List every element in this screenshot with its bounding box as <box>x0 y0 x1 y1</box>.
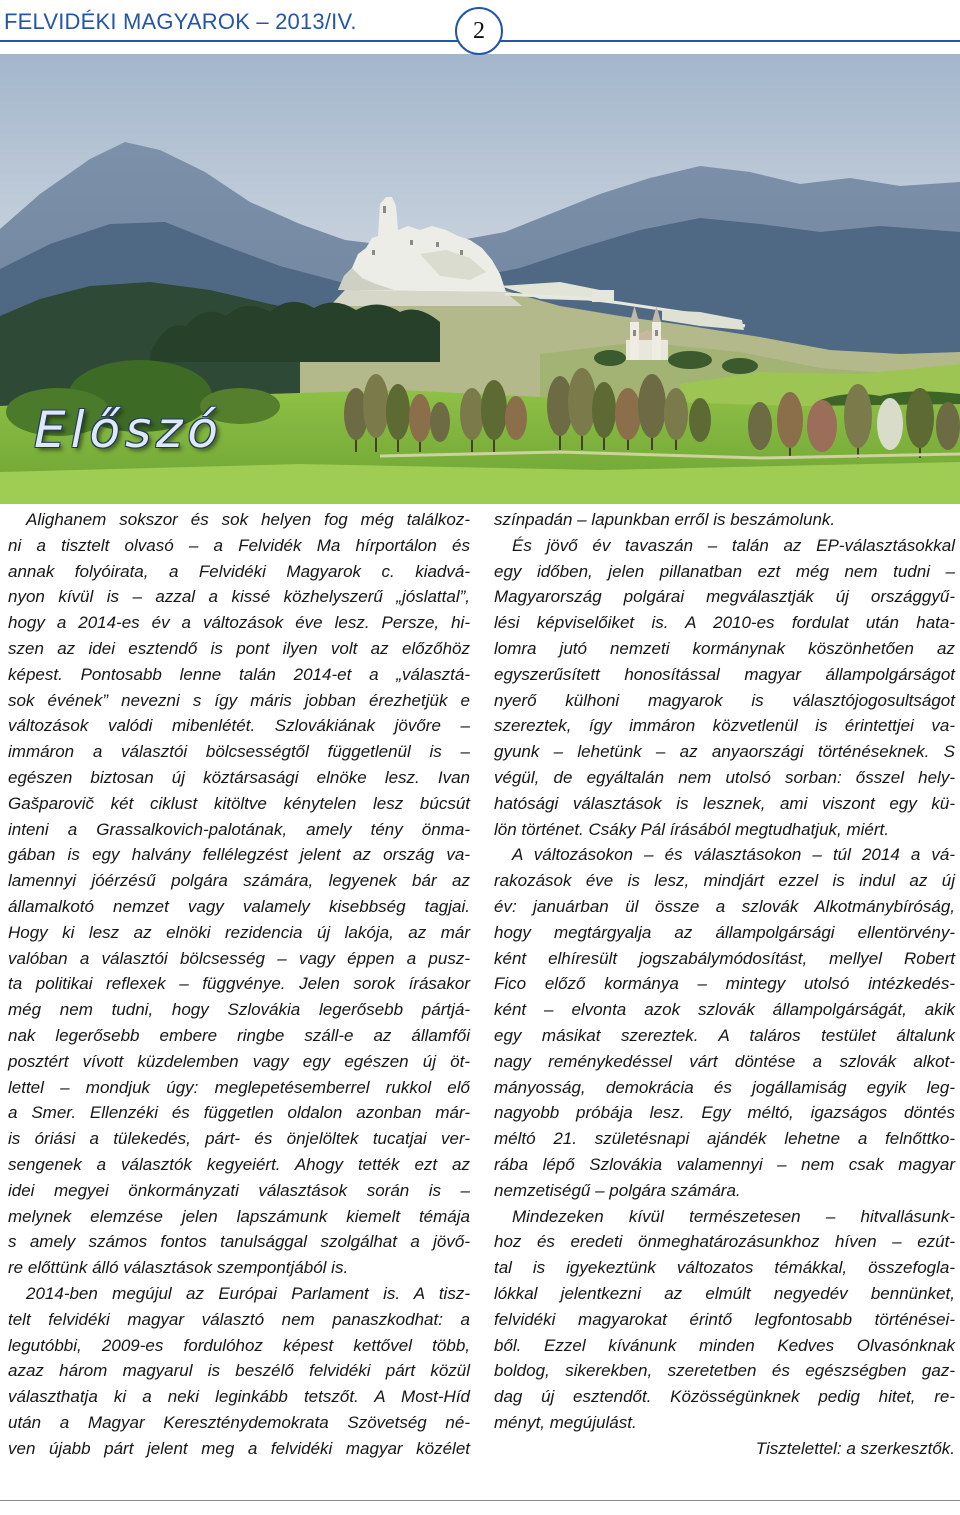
text-line: ként elhíresült jogszabálymódosítást, mellyel Robert <box>494 948 955 968</box>
text-line: Mindezeken kívül természetesen – hitvallásunk- <box>512 1206 955 1226</box>
text-line: posztért vívott küzdelemben vagy egy egészen új öt- <box>8 1051 470 1071</box>
text-line: dag új esztendőt. Közösségünknek pedig hitet, re- <box>494 1387 955 1407</box>
text-line: annak folyóirata, a Felvidéki Magyarok c. kiadvá- <box>8 561 470 581</box>
page-number-badge <box>455 7 503 55</box>
right-column <box>494 507 955 1461</box>
text-line: gyunk – lehetünk – az anyaországi történéseknek. S <box>494 742 955 762</box>
publication-title: FELVIDÉKI MAGYAROK – 2013/IV. <box>4 9 357 34</box>
text-line: gában is egy halvány fellélegzést jelent az ország va- <box>8 845 470 865</box>
text-line: Gašparovič két ciklust kitöltve kénytelen lesz búcsút <box>8 793 470 813</box>
text-line: nyon kívül is – azzal a kissé közhelyszerű „jóslattal”, <box>8 587 470 607</box>
text-line: szereztek, így immáron közvetlenül is érintettjei va- <box>494 716 955 736</box>
text-line: nak legerősebb embere ringbe száll-e az államfői <box>8 1025 470 1045</box>
text-line: méltó 21. születésnapi ajándék lehetne a felnőttko- <box>494 1129 955 1149</box>
text-line: lési képviselőiket is. A 2010-es fordulat után hata- <box>494 613 955 633</box>
text-line: inteni a Grassalkovich-palotának, amely tény önma- <box>8 819 470 839</box>
text-line: legutóbbi, 2009-es fordulóhoz képest kettővel több, <box>8 1335 470 1355</box>
text-line: boldog, sikerekben, szeretetben és egészségben gaz- <box>494 1361 955 1381</box>
text-line: Magyarország polgárai megválasztják új országgyű- <box>494 587 955 607</box>
text-line: egy másikat szereztek. A taláros testület általunk <box>494 1025 955 1045</box>
text-line: ként – elvonta azok szlovák állampolgárságát, akik <box>494 1000 955 1020</box>
text-line: valóban a választói bölcsesség – vagy éppen a pusz- <box>8 948 470 968</box>
text-line: változások valódi mibenlétét. Szlovákiának jövőre – <box>8 716 470 736</box>
paragraph <box>494 507 955 533</box>
signature: Tisztelettel: a szerkesztők. <box>755 1438 955 1458</box>
text-line: lomra jutó nemzeti kormánynak köszönhetően az <box>494 638 955 658</box>
text-line: sok évének” nevezni s így máris jobban érezhetjük e <box>8 690 470 710</box>
text-line: nagyobb próbája lesz. Egy méltó, igazságos döntés <box>494 1103 955 1123</box>
left-column <box>8 507 470 1461</box>
text-line: is óriási a tülekedés, párt- és önjelöltek tucatjai ver- <box>8 1129 470 1149</box>
text-line: hatósági választások is lesznek, ami viszont egy kü- <box>494 793 955 813</box>
text-line: ta politikai reflexek – függvénye. Jelen sorok írásakor <box>8 974 470 994</box>
text-line: lettel – mondjuk úgy: meglepetésemberrel rukkol elő <box>8 1077 470 1097</box>
paragraph <box>494 533 955 843</box>
text-line: lókkal jelentkezni az elmúlt negyedév bennünket, <box>494 1283 955 1303</box>
text-line: egészen biztosan új köztársasági elnöke lesz. Ivan <box>8 767 470 787</box>
text-line: lön történet. Csáky Pál írásából megtudhatjuk, miért. <box>494 819 889 839</box>
text-line: 2014-ben megújul az Európai Parlament is. A tisz- <box>26 1283 470 1303</box>
text-line: színpadán – lapunkban erről is beszámolunk. <box>494 510 836 529</box>
paragraph <box>494 842 955 1203</box>
text-line: ből. Ezzel kívánunk minden Kedves Olvasónknak <box>494 1335 955 1355</box>
text-line: És jövő év tavaszán – talán az EP-választásokkal <box>512 535 955 555</box>
text-line: Hogy ki lesz az elnöki rezidencia új lakója, az már <box>8 922 470 942</box>
hero-photo <box>0 54 960 504</box>
text-line: azaz három magyarul is beszélő felvidéki párt közül <box>8 1361 470 1381</box>
text-line: hogy a 2014-es év a változások éve lesz. Persze, hi- <box>8 613 470 633</box>
text-line: képest. Pontosabb lenne talán 2014-et a „választá- <box>8 664 470 684</box>
text-line: választhatja ki a neki leginkább tetszőt. A Most-Híd <box>8 1387 470 1407</box>
article-title: Előszó <box>34 401 223 459</box>
text-line: idei megyei önkormányzati választások során is – <box>8 1180 470 1200</box>
text-line: egy időben, jelen pillanatban ezt még nem tudni – <box>494 561 955 581</box>
text-line: Alighanem sokszor és sok helyen fog még találkoz- <box>26 510 470 529</box>
text-line: még nem tudni, hogy Szlovákia legerősebb pártjá- <box>8 1000 470 1020</box>
text-line: ven újabb párt jelent meg a felvidéki magyar közélet <box>8 1438 470 1458</box>
text-line: nyerő külhoni magyarok is választójogosultságot <box>494 690 955 710</box>
text-line: hoz és eredeti önmeghatározásunkhoz híven – ezút- <box>494 1232 955 1252</box>
text-line: tal is igyekeztünk változatos témákkal, összefogla- <box>494 1258 955 1278</box>
text-line: melynek elemzése jelen lapszámunk kiemelt témája <box>8 1206 470 1226</box>
paragraph <box>8 1281 470 1462</box>
foreground-grass <box>0 462 960 504</box>
text-line: sengenek a választók kegyeiért. Ahogy tették ezt az <box>8 1154 470 1174</box>
footer-rule <box>0 1500 960 1501</box>
text-line: lamennyi jóérzésű polgára számára, legyenek bár az <box>8 871 470 891</box>
text-line: egyszerűsített honosítással magyar állampolgárságot <box>494 664 955 684</box>
text-line: év: januárban ül össze a szlovák Alkotmánybíróság, <box>494 896 955 916</box>
text-line: rakozások éve is lesz, mindjárt ezzel is indul az új <box>494 871 955 891</box>
text-line: nagy reménykedéssel várt döntése a szlovák alkot- <box>494 1051 955 1071</box>
text-line: hogy megtárgyalja az állampolgársági ellentörvény- <box>494 922 955 942</box>
text-line: Fico előző kormánya – mintegy utolsó intézkedés- <box>494 974 955 994</box>
text-line: államalkotó nemzet vagy valamely kisebbség tagjai. <box>8 896 470 916</box>
text-line: rába lépő Szlovákia valamennyi – nem csak magyar <box>494 1154 955 1174</box>
text-line: ményt, megújulást. <box>494 1412 637 1432</box>
text-line: immáron a választói bölcsességtől függetlenül is – <box>8 742 470 762</box>
text-line: mányosság, demokrácia és jogállamiság egyik leg- <box>494 1077 955 1097</box>
text-line: A változásokon – és választásokon – túl 2014 a vá- <box>512 845 955 865</box>
text-line: a Smer. Ellenzéki és független oldalon azonban már- <box>8 1103 470 1123</box>
text-line: ni a tisztelt olvasó – a Felvidék Ma hírportálon és <box>8 535 470 555</box>
text-line: re előttünk álló választások szempontjából is. <box>8 1258 349 1278</box>
text-line: végül, de egyáltalán nem utolsó sorban: ősszel hely- <box>494 767 955 787</box>
text-line: után a Magyar Kereszténydemokrata Szövetség né- <box>8 1412 470 1432</box>
paragraph <box>8 507 470 1281</box>
text-line: nemzetiségű – polgára számára. <box>494 1180 741 1200</box>
text-line: telt felvidéki magyar választó nem panaszkodhat: a <box>8 1309 470 1329</box>
text-line: felvidéki magyarokat érintő legfontosabb történései- <box>494 1309 955 1329</box>
paragraph <box>494 1204 955 1436</box>
text-line: szen az idei esztendő is pont ilyen volt az előzőhöz <box>8 638 470 658</box>
page-number: 2 <box>473 18 485 44</box>
text-line: s amely számos fontos tanulsággal szolgálhat a jövő- <box>8 1232 470 1252</box>
